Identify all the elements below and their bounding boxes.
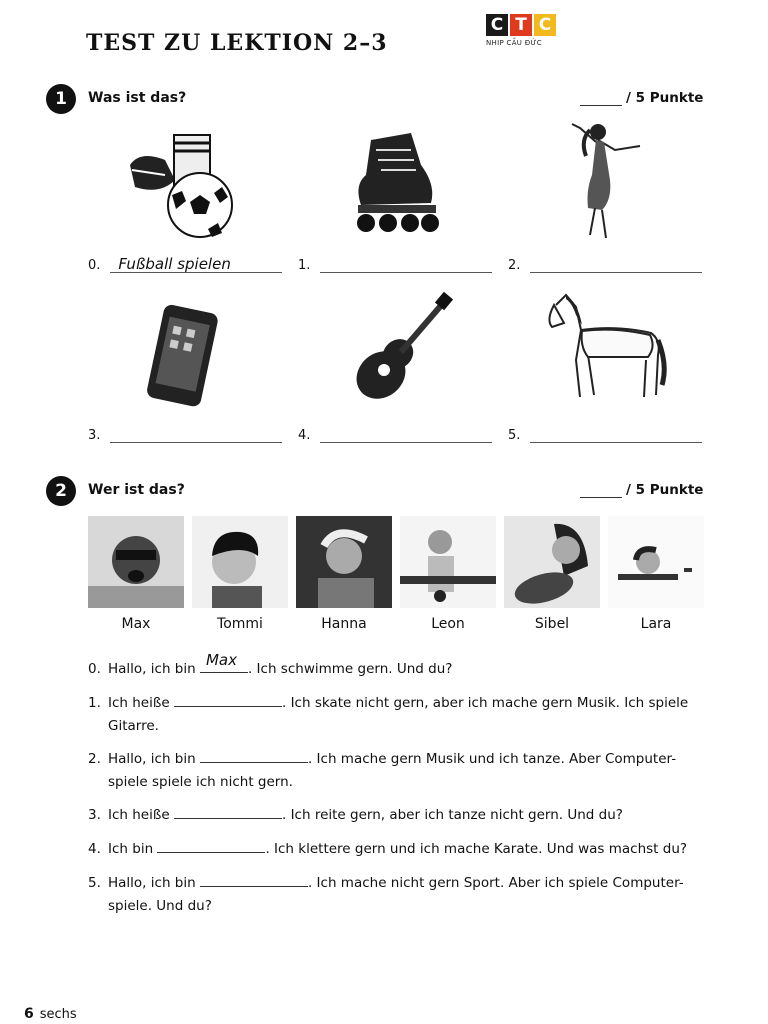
person-name: Lara xyxy=(640,616,672,632)
photo-sibel xyxy=(504,516,600,608)
item-number: 3. xyxy=(88,428,101,443)
page-title: TEST ZU LEKTION 2–3 xyxy=(86,30,388,56)
answer-field[interactable] xyxy=(200,748,308,763)
logo-letter: C xyxy=(534,14,556,36)
sentence-item xyxy=(88,872,708,918)
score-blank[interactable] xyxy=(580,483,622,498)
points-label: / 5 Punkte xyxy=(626,482,704,498)
page-footer xyxy=(24,1006,77,1022)
ctc-logo xyxy=(486,14,562,54)
person-name: Hanna xyxy=(321,616,367,632)
answer-field[interactable] xyxy=(320,428,492,443)
answer-field[interactable] xyxy=(110,255,282,273)
smartphone-icon xyxy=(110,298,250,428)
sentence-continuation: spiele spiele ich nicht gern. xyxy=(108,774,293,790)
sentence-continuation: Gitarre. xyxy=(108,718,159,734)
logo-letter: C xyxy=(486,14,508,36)
photo-row xyxy=(88,516,704,608)
answer-row xyxy=(298,258,492,273)
sentence-item xyxy=(88,748,708,794)
page-number: 6 xyxy=(24,1006,34,1022)
answer-field[interactable] xyxy=(200,872,308,887)
section-1-title: Was ist das? xyxy=(88,90,187,106)
photo-tommi xyxy=(192,516,288,608)
answer-field[interactable] xyxy=(174,692,282,707)
item-number: 3. xyxy=(88,807,101,823)
photo-max xyxy=(88,516,184,608)
item-number: 5. xyxy=(88,875,101,891)
answer-row xyxy=(88,428,282,443)
score-blank[interactable] xyxy=(580,91,622,106)
photo-lara xyxy=(608,516,704,608)
answer-field[interactable] xyxy=(174,804,282,819)
sentence-start: Hallo, ich bin xyxy=(108,661,196,677)
sentence-start: Hallo, ich bin xyxy=(108,875,196,891)
answer-field[interactable] xyxy=(200,651,248,673)
person-name: Max xyxy=(121,616,151,632)
horse-icon xyxy=(536,285,676,415)
item-number: 0. xyxy=(88,661,101,677)
sentence-item xyxy=(88,804,708,827)
item-number: 1. xyxy=(298,258,311,273)
answer-field[interactable] xyxy=(110,428,282,443)
sentence-item xyxy=(88,838,708,861)
answer-row xyxy=(88,255,282,273)
item-number: 4. xyxy=(88,841,101,857)
photo-hanna xyxy=(296,516,392,608)
section-1-number: 1 xyxy=(46,84,76,114)
logo-subtitle: NHIP CẦU ĐỨC xyxy=(486,39,542,47)
points-label: / 5 Punkte xyxy=(626,90,704,106)
sentence-end: . Ich mache gern Musik und ich tanze. Aber Computer- xyxy=(307,751,677,767)
handwritten-answer: Max xyxy=(205,651,237,669)
answer-field[interactable] xyxy=(157,838,265,853)
section-2-score xyxy=(580,482,703,498)
sentence-start: Ich heiße xyxy=(108,695,170,711)
handwritten-answer: Fußball spielen xyxy=(118,255,231,273)
sentence-end: . Ich klettere gern und ich mache Karate. Und was machst du? xyxy=(265,841,688,857)
sentence-end: . Ich mache nicht gern Sport. Aber ich spiele Computer- xyxy=(307,875,684,891)
item-number: 4. xyxy=(298,428,311,443)
logo-letter: T xyxy=(510,14,532,36)
page-word: sechs xyxy=(39,1007,77,1022)
name-row xyxy=(88,616,704,632)
answer-row xyxy=(508,428,702,443)
photo-leon xyxy=(400,516,496,608)
section-2-title: Wer ist das? xyxy=(88,482,185,498)
item-number: 5. xyxy=(508,428,521,443)
answer-row xyxy=(508,258,702,273)
answer-field[interactable] xyxy=(320,258,492,273)
sentence-item xyxy=(88,692,708,738)
sentence-item xyxy=(88,651,708,681)
sentence-continuation: spiele. Und du? xyxy=(108,898,212,914)
inline-skate-icon xyxy=(326,125,466,255)
dancing-woman-icon xyxy=(540,120,680,250)
answer-field[interactable] xyxy=(530,428,702,443)
section-1-score xyxy=(580,90,703,106)
answer-field[interactable] xyxy=(530,258,702,273)
soccer-icon xyxy=(110,125,250,255)
item-number: 1. xyxy=(88,695,101,711)
item-number: 2. xyxy=(88,751,101,767)
item-number: 0. xyxy=(88,258,101,273)
guitar-icon xyxy=(326,290,466,420)
person-name: Leon xyxy=(431,616,465,632)
sentence-end: . Ich schwimme gern. Und du? xyxy=(247,661,453,677)
sentence-start: Ich bin xyxy=(108,841,154,857)
answer-row xyxy=(298,428,492,443)
person-name: Tommi xyxy=(217,616,263,632)
section-2-number: 2 xyxy=(46,476,76,506)
person-name: Sibel xyxy=(534,616,570,632)
sentence-end: . Ich skate nicht gern, aber ich mache gern Musik. Ich spiele xyxy=(281,695,689,711)
item-number: 2. xyxy=(508,258,521,273)
sentence-start: Hallo, ich bin xyxy=(108,751,196,767)
sentence-end: . Ich reite gern, aber ich tanze nicht gern. Und du? xyxy=(281,807,623,823)
sentence-start: Ich heiße xyxy=(108,807,170,823)
